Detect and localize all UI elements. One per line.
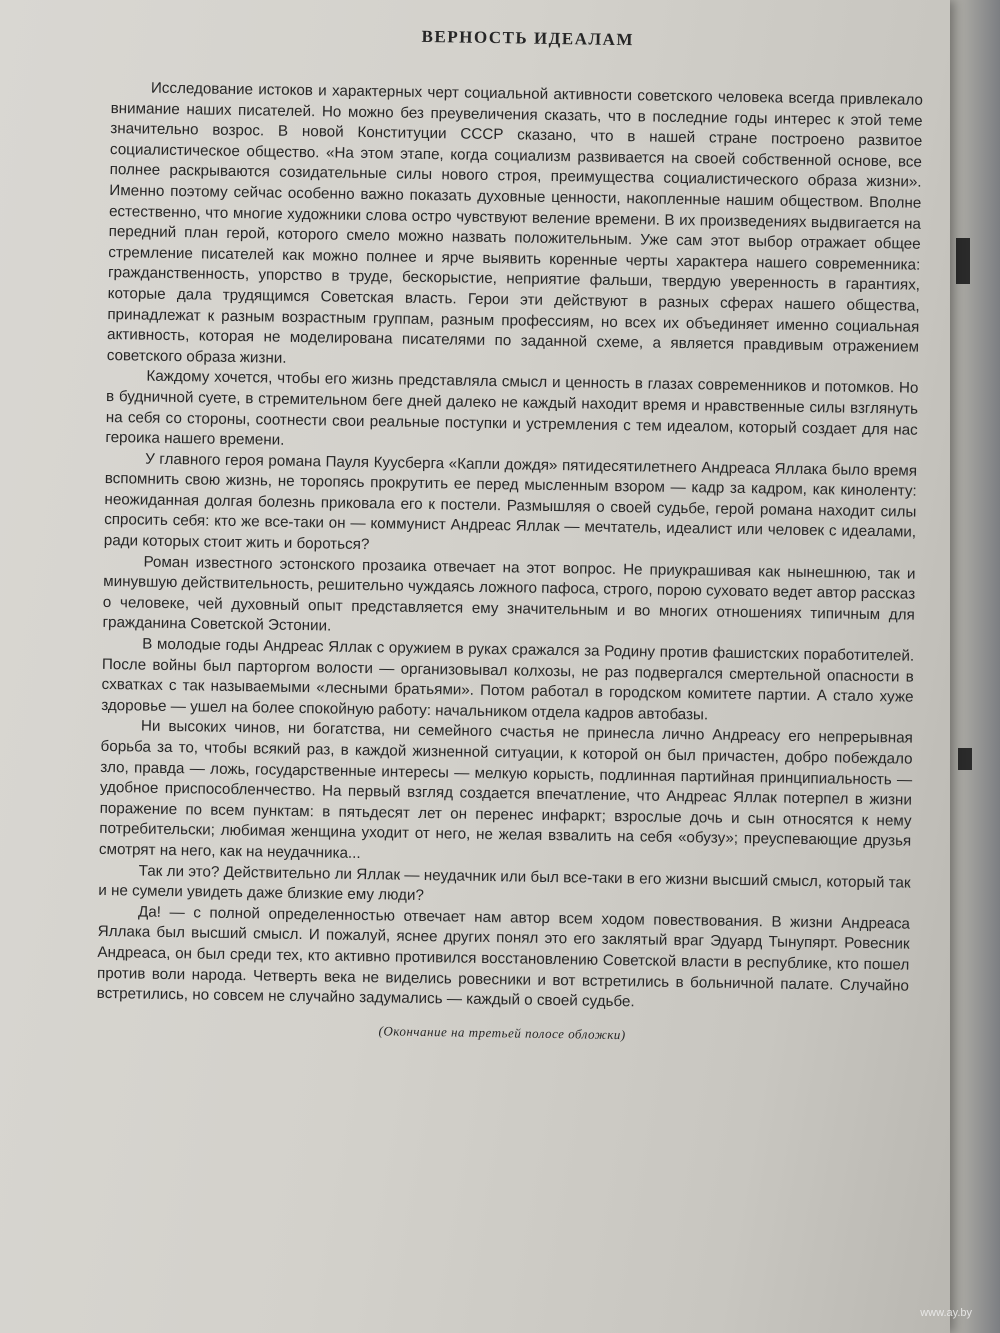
article-paragraph: У главного героя романа Пауля Куусберга «Капли дождя» пятидесятилетнего Андреаса Яллака было время вспомнить свою жизнь, не торопясь прокрутить ее перед мысленным взором — кадр за кадром, как киноленту: неожиданная долгая болезнь приковала его к постели. Размышляя о своей судьбе, герой романа находит силы спросить себя: кто же все-таки он — коммунист Андреас Яллак — мечтатель, идеалист или человек с идеалами, ради которых стоит жить и бороться? <box>103 450 918 554</box>
page-tab-marker <box>956 238 970 284</box>
site-watermark: www.ay.by <box>920 1307 972 1319</box>
article-paragraph: Роман известного эстонского прозаика отвечает на этот вопрос. Не приукрашивая как нынешнюю, так и минувшую действительность, решительно чуждаясь ложного пафоса, строго, порою суховато ведет автор рассказ о человеке, чей духовный опыт представляется ему значительным и во многих отношениях типичным для гражданина Советской Эстонии. <box>102 553 916 635</box>
article-paragraph: Исследование истоков и характерных черт социальной активности советского человека всегда привлекало внимание наших писателей. Но можно без преувеличения сказать, что в последние годы интерес к этой теме значительно возрос. В новой Конституции СССР сказано, что в нашей стране построено развитое социалистическое общество. «На этом этапе, когда социализм развивается на своей собственной основе, все полнее раскрываются созидательные силы нового строя, преимущества социалистического образа жизни». Именно поэтому сейчас особенно важно показать духовные ценности, накопленные нашим обществом. Вполне естественно, что многие художники слова остро чувствуют веление времени. В их произведениях выдвигается на передний план герой, которого смело можно назвать положительным. Уже сам этот выбор отражает общее стремление писателей как можно полнее и ярче выявить коренные черты характера нашего современника: гражданственность, упорство в труде, бескорыстие, неприятие фальши, твердую уверенность в гарантиях, которые дала трудящимся Советская власть. Герои эти действуют в разных сферах нашего общества, принадлежат к разным возрастным группам, разным профессиям, но всех их объединяет именно социальная активность, которая не моделирована писателями по заданной схеме, а является правдивым отражением советского образа жизни. <box>106 79 924 367</box>
article-paragraph: Ни высоких чинов, ни богатства, ни семейного счастья не принесла лично Андреасу его непрерывная борьба за то, чтобы всякий раз, в каждой жизненной ситуации, к которой он был причастен, добро побеждало зло, правда — ложь, государственные интересы — мелкую корысть, подлинная партийная принципиальность — удобное приспособленчество. На первый взгляд создается впечатление, что Андреас Яллак потерпел в жизни поражение по всем пунктам: в пятьдесят лет он перенес инфаркт; взрослые дочь и сын относятся к нему потребительски; любимая женщина уходит от него, не желая взвалить на себя «обузу»; преуспевающие друзья смотрят на него, как на неудачника... <box>98 717 913 862</box>
continuation-note: (Окончание на третьей полосе обложки) <box>378 1023 626 1042</box>
page-tab-marker <box>958 748 972 770</box>
article-title: ВЕРНОСТЬ ИДЕАЛАМ <box>421 26 635 50</box>
article-paragraph: В молодые годы Андреас Яллак с оружием в руках сражался за Родину против фашистских поработителей. После войны был парторгом волости — организовывал колхозы, не раз подвергался смертельной опасности в схватках с так называемыми «лесными братьями». Потом работал в городском комитете партии. А стало хуже здоровье — ушел на более спокойную работу: начальником отдела кадров автобазы. <box>101 635 915 724</box>
article-paragraph: Так ли это? Действительно ли Яллак — неудачник или был все-таки в его жизни высший смысл, который так и не сумели увидеть даже близкие ему люди? <box>98 862 911 905</box>
article <box>96 22 924 1047</box>
article-paragraph: Каждому хочется, чтобы его жизнь представляла смысл и ценность в глазах современников и потомков. Но в будничной суете, в стремительном беге дней далеко не каждый находит время и нравственные силы взглянуть на себя со стороны, соотнести свои реальные поступки и устремления с тем идеалом, который создает для нас героика нашего времени. <box>105 367 919 449</box>
article-paragraph: Да! — с полной определенностью отвечает нам автор всем ходом повествования. В жизни Андреаса Яллака был высший смысл. И пожалуй, яснее других понял это его заклятый враг Эдуард Тынупярт. Ровесник Андреаса, он был среди тех, кто активно противился восстановлению Советской власти в республике, кто пошел против воли народа. Четверть века не виделись ровесники и вот встретились в больничной палате. Случайно встретились, но совсем не случайно задумались — каждый о своей судьбе. <box>96 903 911 1011</box>
